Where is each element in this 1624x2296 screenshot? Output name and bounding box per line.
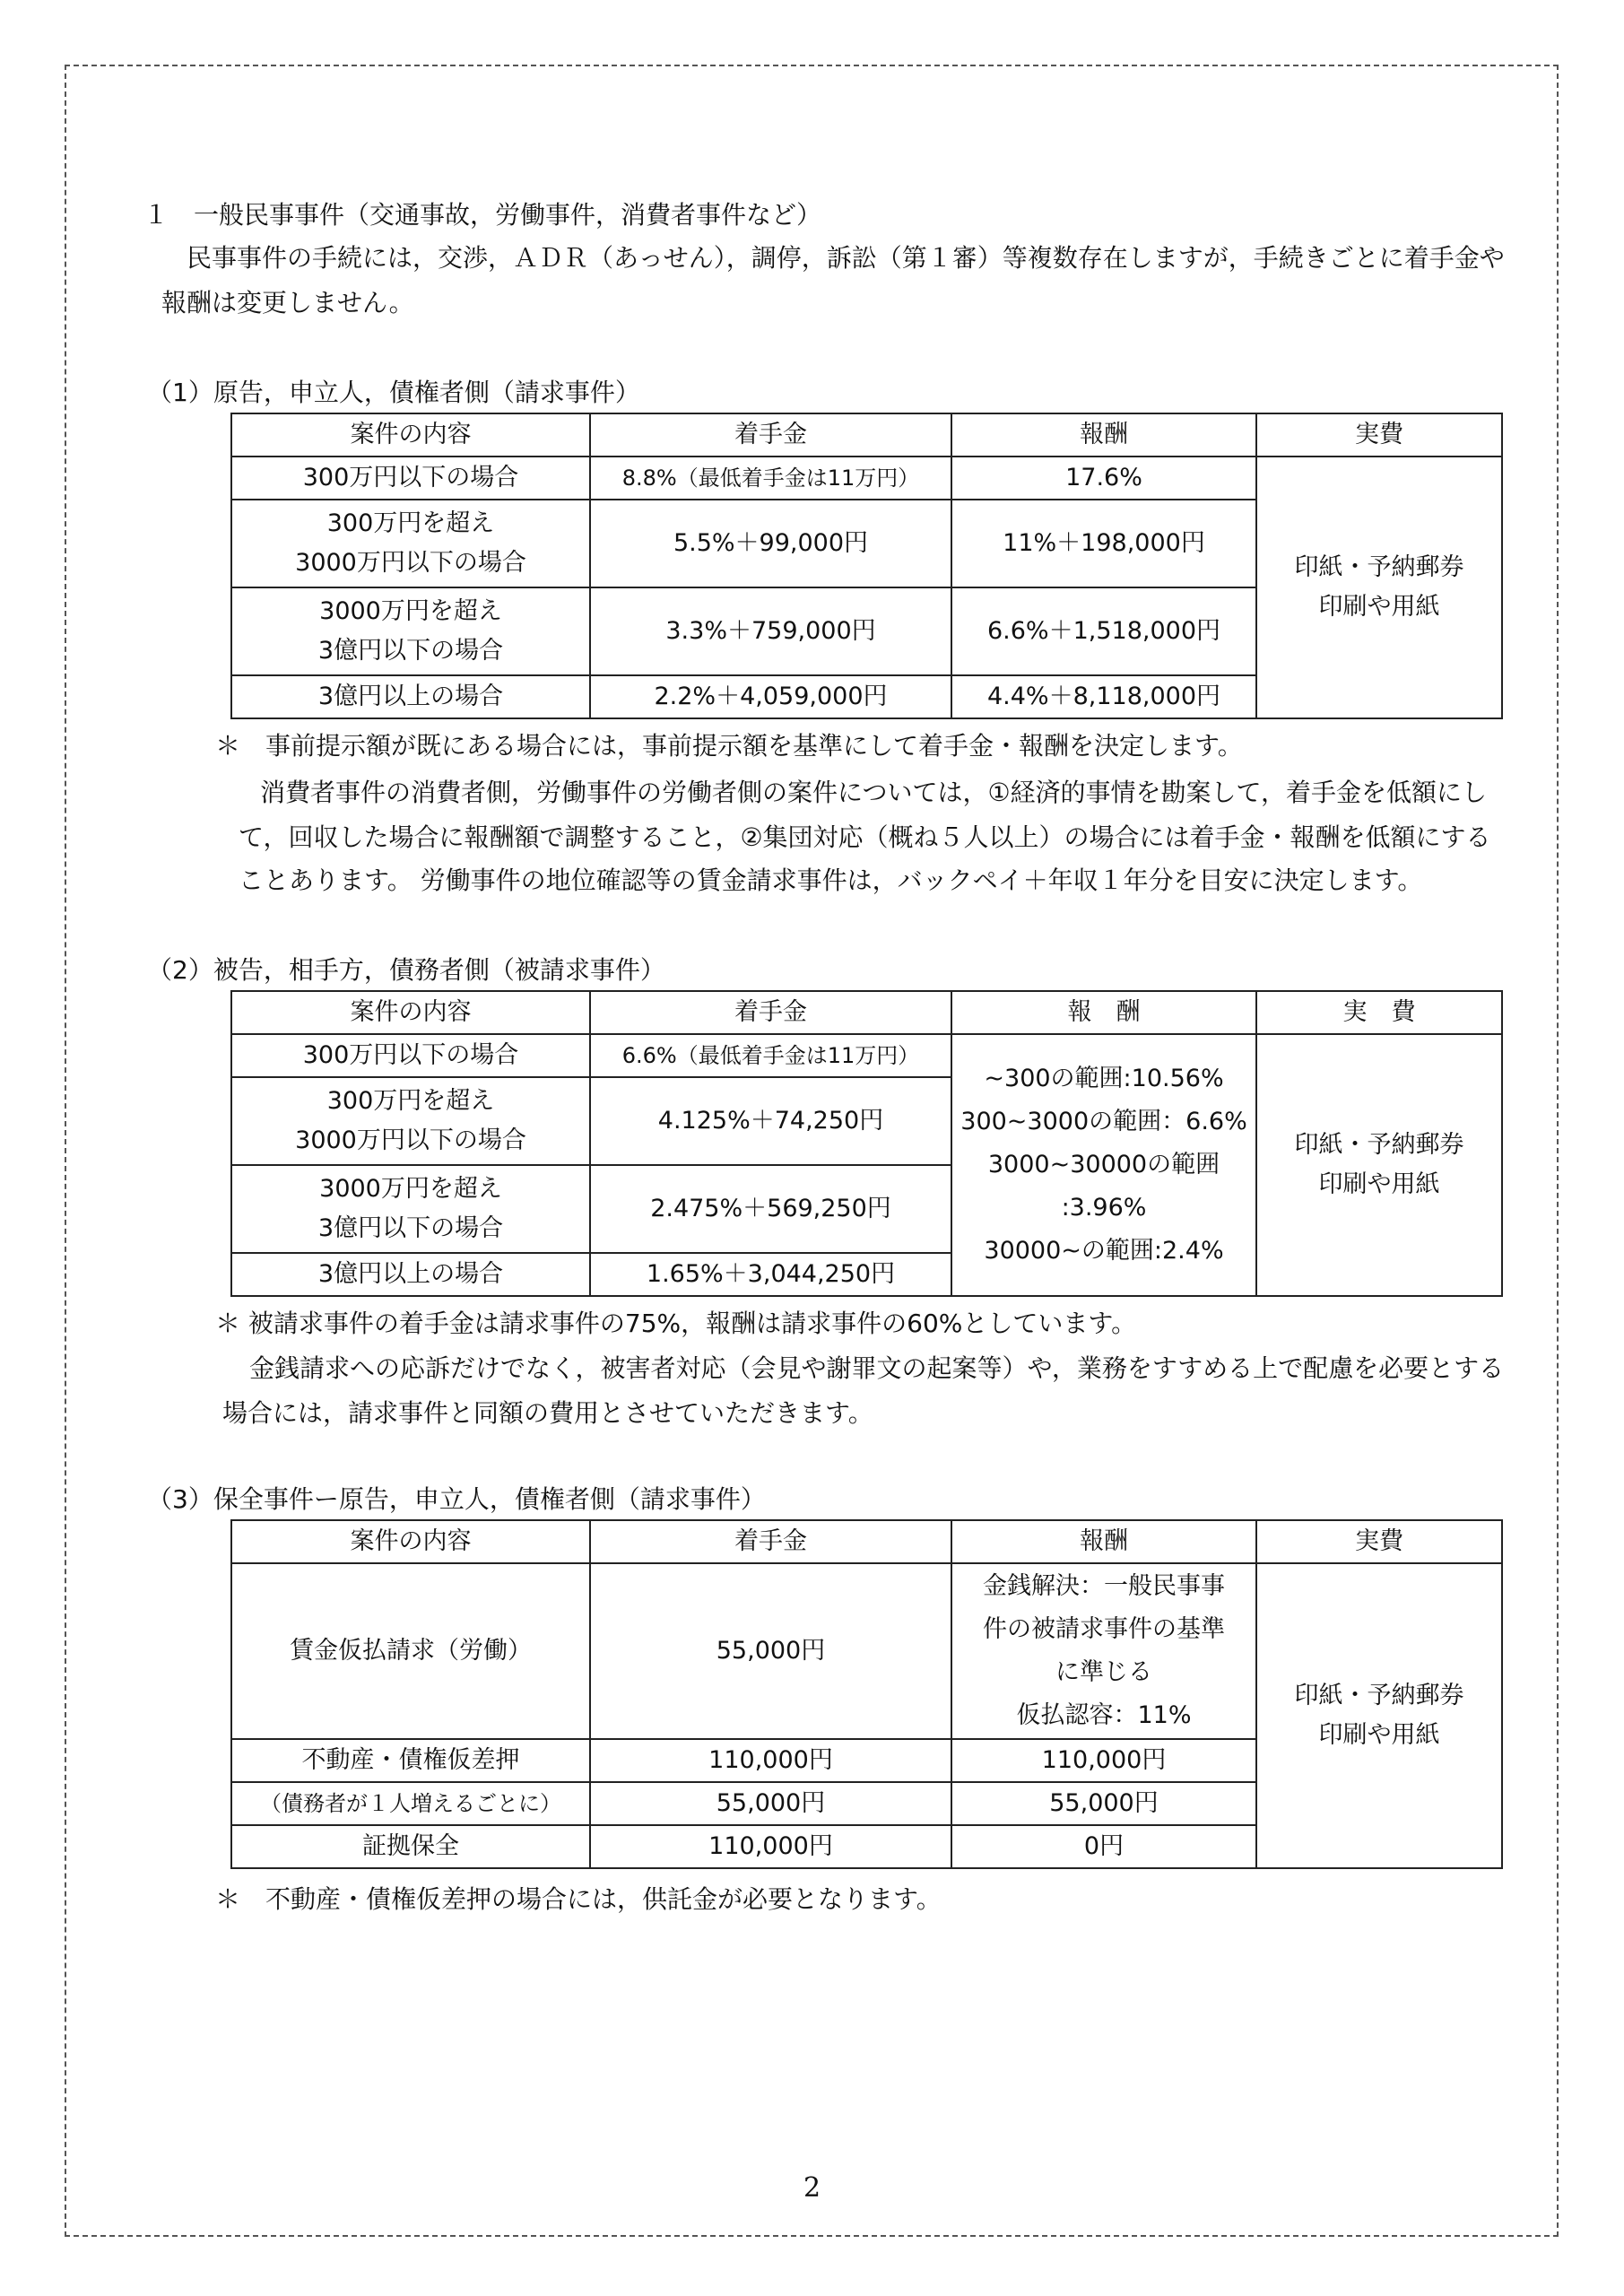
header-content: 案件の内容 xyxy=(231,413,590,457)
header-expenses: 実費 xyxy=(1256,1520,1502,1563)
table-header-row xyxy=(231,991,1502,1034)
table-row xyxy=(231,457,1502,500)
row-content: （債務者が１人増えるごとに） xyxy=(231,1782,590,1825)
row-fee: 8.8%（最低着手金は11万円） xyxy=(590,457,951,500)
table2-note-2: 金銭請求への応訴だけでなく，被害者対応（会見や謝罪文の起案等）や，業務をすすめる上で配慮を必要とする xyxy=(249,1353,1505,1383)
row-content: 不動産・債権仮差押 xyxy=(231,1739,590,1782)
content-line: 3000万円を超え xyxy=(319,1175,502,1203)
header-fee: 着手金 xyxy=(590,1520,951,1563)
header-reward: 報酬 xyxy=(951,1520,1256,1563)
content-line: 3000万円以下の場合 xyxy=(295,549,526,577)
header-content: 案件の内容 xyxy=(231,991,590,1034)
row-fee: 110,000円 xyxy=(590,1825,951,1868)
row-content xyxy=(231,500,590,587)
table2-caption: （2）被告，相手方，債務者側（被請求事件） xyxy=(147,955,665,985)
table2-note-1: ＊ 被請求事件の着手金は請求事件の75%，報酬は請求事件の60%としています。 xyxy=(215,1309,1137,1338)
content-line: 3000万円を超え xyxy=(319,597,502,625)
row-fee: 5.5%＋99,000円 xyxy=(590,500,951,587)
table3-caption: （3）保全事件ー原告，申立人，債権者側（請求事件） xyxy=(147,1484,766,1514)
table-header-row xyxy=(231,1520,1502,1563)
row-fee: 3.3%＋759,000円 xyxy=(590,587,951,675)
expenses-line: 印紙・予納郵券 xyxy=(1294,1682,1464,1709)
expenses-line: 印紙・予納郵券 xyxy=(1294,553,1464,581)
intro-line-1: 民事事件の手続には，交渉，ＡＤＲ（あっせん），調停，訴訟（第１審）等複数存在しますが，手続きごとに着手金や xyxy=(187,243,1505,273)
provisional-fee-table xyxy=(230,1519,1503,1869)
expenses-line: 印刷や用紙 xyxy=(1318,1721,1440,1749)
header-fee: 着手金 xyxy=(590,991,951,1034)
row-fee: 1.65%＋3,044,250円 xyxy=(590,1253,951,1296)
row-fee: 2.475%＋569,250円 xyxy=(590,1165,951,1253)
table1-note-1: ＊ 事前提示額が既にある場合には，事前提示額を基準にして着手金・報酬を決定します。 xyxy=(215,731,1243,761)
header-expenses: 実 費 xyxy=(1256,991,1502,1034)
content-line: 300万円を超え xyxy=(326,1087,495,1115)
row-fee: 2.2%＋4,059,000円 xyxy=(590,675,951,718)
reward-line: 金銭解決：一般民事事 xyxy=(983,1572,1225,1600)
table1-caption: （1）原告，申立人，債権者側（請求事件） xyxy=(147,378,640,407)
reward-line: 仮払認容：11% xyxy=(1016,1701,1192,1729)
row-content: 賃金仮払請求（労働） xyxy=(231,1563,590,1739)
header-reward: 報酬 xyxy=(951,413,1256,457)
content-line: 3億円以下の場合 xyxy=(317,1214,504,1242)
reward-line: に準じる xyxy=(1055,1658,1152,1686)
row-content: 3億円以上の場合 xyxy=(231,1253,590,1296)
page-number: 2 xyxy=(803,2172,821,2204)
row-content: 300万円以下の場合 xyxy=(231,1034,590,1077)
row-content: 証拠保全 xyxy=(231,1825,590,1868)
reward-range-line: :3.96% xyxy=(1061,1194,1147,1222)
row-reward: 6.6%＋1,518,000円 xyxy=(951,587,1256,675)
content-line: 300万円を超え xyxy=(326,509,495,537)
row-fee: 4.125%＋74,250円 xyxy=(590,1077,951,1165)
reward-range-line: 3000~30000の範囲 xyxy=(987,1151,1220,1178)
expenses-line: 印刷や用紙 xyxy=(1318,1170,1440,1198)
row-content xyxy=(231,587,590,675)
row-reward: 17.6% xyxy=(951,457,1256,500)
header-content: 案件の内容 xyxy=(231,1520,590,1563)
table1-note-4: ことあります。 労働事件の地位確認等の賃金請求事件は，バックペイ＋年収１年分を目安に決定します。 xyxy=(239,865,1423,895)
plaintiff-fee-table xyxy=(230,413,1503,719)
row-content xyxy=(231,1165,590,1253)
content-line: 3000万円以下の場合 xyxy=(295,1126,526,1154)
reward-range-line: ~300の範囲:10.56% xyxy=(984,1065,1224,1092)
row-content xyxy=(231,1077,590,1165)
table3-note: ＊ 不動産・債権仮差押の場合には，供託金が必要となります。 xyxy=(215,1884,942,1914)
content-line: 3億円以下の場合 xyxy=(317,637,504,665)
row-reward xyxy=(951,1563,1256,1739)
table-row xyxy=(231,1034,1502,1077)
row-fee: 55,000円 xyxy=(590,1782,951,1825)
row-fee: 110,000円 xyxy=(590,1739,951,1782)
defendant-fee-table xyxy=(230,990,1503,1297)
reward-range-line: 30000~の範囲:2.4% xyxy=(984,1237,1224,1265)
reward-range-line: 300~3000の範囲：6.6% xyxy=(960,1108,1247,1135)
expenses-cell xyxy=(1256,457,1502,718)
table1-note-3: て，回収した場合に報酬額で調整すること，②集団対応（概ね５人以上）の場合には着手金・報酬を低額にする xyxy=(239,822,1491,852)
table-header-row xyxy=(231,413,1502,457)
intro-line-2: 報酬は変更しません。 xyxy=(161,288,414,317)
row-reward: 0円 xyxy=(951,1825,1256,1868)
expenses-cell xyxy=(1256,1563,1502,1868)
expenses-line: 印紙・予納郵券 xyxy=(1294,1131,1464,1159)
table2-note-3: 場合には，請求事件と同額の費用とさせていただきます。 xyxy=(222,1398,873,1428)
row-reward: 55,000円 xyxy=(951,1782,1256,1825)
row-reward: 4.4%＋8,118,000円 xyxy=(951,675,1256,718)
section-heading: １ 一般民事事件（交通事故，労働事件，消費者事件など） xyxy=(143,200,822,230)
row-content: 3億円以上の場合 xyxy=(231,675,590,718)
header-expenses: 実費 xyxy=(1256,413,1502,457)
row-fee: 55,000円 xyxy=(590,1563,951,1739)
expenses-line: 印刷や用紙 xyxy=(1318,593,1440,621)
header-fee: 着手金 xyxy=(590,413,951,457)
reward-line: 件の被請求事件の基準 xyxy=(983,1615,1225,1643)
row-reward: 11%＋198,000円 xyxy=(951,500,1256,587)
row-fee: 6.6%（最低着手金は11万円） xyxy=(590,1034,951,1077)
reward-ranges-cell xyxy=(951,1034,1256,1296)
header-reward: 報 酬 xyxy=(951,991,1256,1034)
table1-note-2: 消費者事件の消費者側，労働事件の労働者側の案件については，①経済的事情を勘案して，着手金を低額にし xyxy=(260,778,1487,807)
row-reward: 110,000円 xyxy=(951,1739,1256,1782)
row-content: 300万円以下の場合 xyxy=(231,457,590,500)
table-row xyxy=(231,1563,1502,1739)
expenses-cell xyxy=(1256,1034,1502,1296)
